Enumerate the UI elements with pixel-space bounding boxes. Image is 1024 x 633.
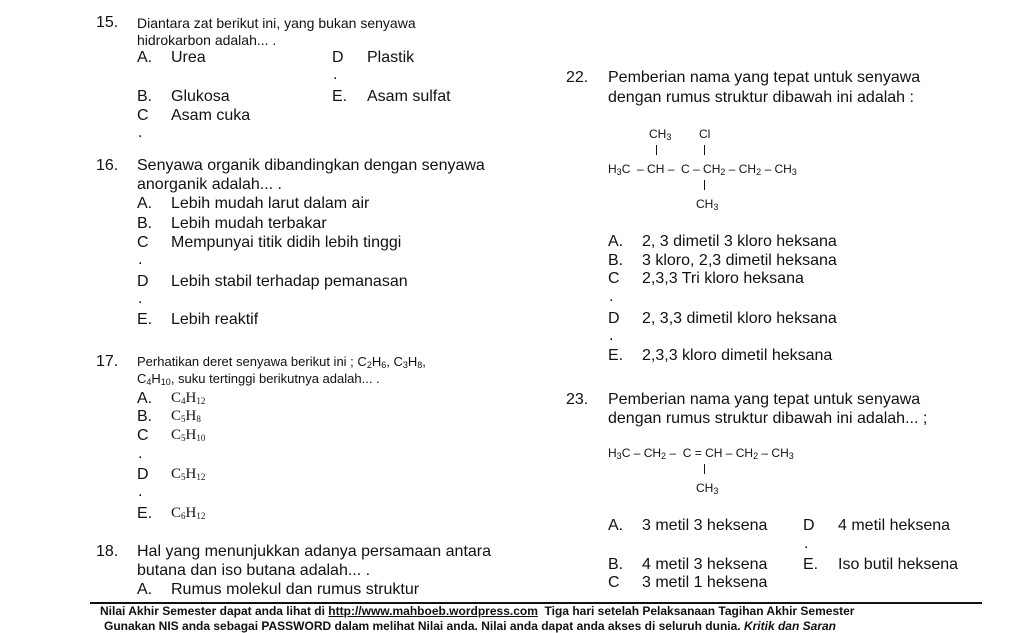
question-17-suffix: , suku tertinggi berikutnya adalah... . xyxy=(170,371,380,386)
q22-option-a-letter: A. xyxy=(608,233,624,250)
question-17-number: 17. xyxy=(96,353,119,370)
q17-option-e-letter: E. xyxy=(137,505,153,522)
question-23-text-line1: Pemberian nama yang tepat untuk senyawa xyxy=(608,391,921,408)
question-16-text-line1: Senyawa organik dibandingkan dengan senyawa xyxy=(137,157,485,174)
footer-line1 xyxy=(100,604,854,618)
q22-option-c-text: 2,3,3 Tri kloro heksana xyxy=(642,270,804,287)
q16-option-b-text: Lebih mudah terbakar xyxy=(171,215,327,232)
q23-option-d-text: 4 metil heksena xyxy=(838,517,951,534)
q17-option-b-formula: $C_5H_8$ xyxy=(171,408,201,424)
q15-option-c-dot: . xyxy=(138,124,143,141)
q15-option-e-text: Asam sulfat xyxy=(367,88,451,105)
q17-series-c4h10: $C_4H_{10}$ xyxy=(137,371,171,387)
q23-option-c-text: 3 metil 1 heksena xyxy=(642,574,768,591)
q16-option-e-text: Lebih reaktif xyxy=(171,311,259,328)
q15-option-c-text: Asam cuka xyxy=(171,107,251,124)
q23-bond-vertical xyxy=(704,464,705,474)
q15-option-c-letter: C xyxy=(137,107,149,124)
question-23-text-line2: dengan rumus struktur dibawah ini adalah... ; xyxy=(608,410,928,427)
question-18-text-line1: Hal yang menunjukkan adanya persamaan antara xyxy=(137,543,492,560)
q16-option-e-letter: E. xyxy=(137,311,153,328)
q23-option-a-letter: A. xyxy=(608,517,624,534)
q16-option-c-dot: . xyxy=(138,251,143,268)
q23-option-a-text: 3 metil 3 heksena xyxy=(642,517,768,534)
q17-option-a-formula: $C_4H_{12}$ xyxy=(171,390,206,406)
q17-option-d-formula: $C_5H_{12}$ xyxy=(171,466,206,482)
question-17-text-line2 xyxy=(137,371,380,386)
q17-option-c-letter: C xyxy=(137,427,149,444)
q17-option-b-letter: B. xyxy=(137,408,153,425)
question-15-number: 15. xyxy=(96,14,119,31)
q22-option-e-letter: E. xyxy=(608,347,624,364)
q17-option-a-letter: A. xyxy=(137,390,153,407)
footer-line2 xyxy=(104,619,836,633)
q16-option-a-letter: A. xyxy=(137,195,153,212)
q22-option-c-letter: C xyxy=(608,270,620,287)
question-16-text-line2: anorganik adalah... . xyxy=(137,176,282,193)
q22-option-c-dot: . xyxy=(609,288,614,305)
q17-option-c-dot: . xyxy=(138,445,143,462)
q23-option-e-letter: E. xyxy=(803,556,819,573)
q15-option-d-text: Plastik xyxy=(367,49,415,66)
q18-option-a-text: Rumus molekul dan rumus struktur xyxy=(171,581,420,598)
q23-option-d-letter: D xyxy=(803,517,815,534)
q23-option-b-text: 4 metil 3 heksena xyxy=(642,556,768,573)
q15-option-b-text: Glukosa xyxy=(171,88,230,105)
q23-struct-main-chain: $H_3C - CH_2$ – C = CH – $CH_2 - CH_3$ xyxy=(608,446,794,461)
question-18-text-line2: butana dan iso butana adalah... . xyxy=(137,562,371,579)
footer-link[interactable]: http://www.mahboeb.wordpress.com xyxy=(328,604,538,618)
q23-option-d-dot: . xyxy=(804,535,809,552)
question-22-number: 22. xyxy=(566,69,589,86)
q23-struct-bottom-methyl: $CH_3$ xyxy=(696,481,719,496)
q16-option-d-dot: . xyxy=(138,290,143,307)
footer-line1-start: Nilai Akhir Semester dapat anda lihat di xyxy=(100,604,325,618)
q17-series-c2h6: $C_2H_6$ xyxy=(357,354,387,370)
q22-option-d-letter: D xyxy=(608,310,620,327)
question-23-number: 23. xyxy=(566,391,589,408)
q17-option-d-letter: D xyxy=(137,466,149,483)
question-15-text-line2: hidrokarbon adalah... . xyxy=(137,32,277,48)
q16-option-b-letter: B. xyxy=(137,215,153,232)
q22-option-b-text: 3 kloro, 2,3 dimetil heksana xyxy=(642,252,837,269)
q17-option-e-formula: $C_6H_{12}$ xyxy=(171,505,206,521)
q23-option-b-letter: B. xyxy=(608,556,624,573)
question-15-text-line1: Diantara zat berikut ini, yang bukan senyawa xyxy=(137,15,416,31)
q17-option-c-formula: $C_5H_{10}$ xyxy=(171,427,206,443)
question-17-text-line1: Perhatikan deret senyawa berikut ini ; $C_2H_6$, $C_3H_8$, xyxy=(137,354,426,370)
q22-option-a-text: 2, 3 dimetil 3 kloro heksana xyxy=(642,233,837,250)
q22-struct-top-chloro: Cl xyxy=(699,127,711,141)
q22-option-b-letter: B. xyxy=(608,252,624,269)
question-22-text-line1: Pemberian nama yang tepat untuk senyawa xyxy=(608,69,921,86)
q15-option-a-text: Urea xyxy=(171,49,206,66)
q22-bond-vertical-1 xyxy=(656,145,657,155)
q15-option-d-dot: . xyxy=(333,66,338,83)
q22-option-e-text: 2,3,3 kloro dimetil heksana xyxy=(642,347,833,364)
question-17-intro: Perhatikan deret senyawa berikut ini ; xyxy=(137,354,354,369)
question-16-number: 16. xyxy=(96,157,119,174)
q15-option-b-letter: B. xyxy=(137,88,153,105)
q17-series-c3h8: $C_3H_8$ xyxy=(393,354,423,370)
q18-option-a-letter: A. xyxy=(137,581,153,598)
q16-option-d-letter: D xyxy=(137,273,149,290)
q15-option-a-letter: A. xyxy=(137,49,153,66)
q17-option-d-dot: . xyxy=(138,483,143,500)
q23-option-c-letter: C xyxy=(608,574,620,591)
q16-option-a-text: Lebih mudah larut dalam air xyxy=(171,195,370,212)
q15-option-e-letter: E. xyxy=(332,88,348,105)
footer-line2-text: Gunakan NIS anda sebagai PASSWORD dalam melihat Nilai anda. Nilai anda dapat anda akses di seluruh dunia. xyxy=(104,619,741,633)
q22-option-d-text: 2, 3,3 dimetil kloro heksana xyxy=(642,310,837,327)
q15-option-d-letter: D xyxy=(332,49,344,66)
q22-option-d-dot: . xyxy=(609,327,614,344)
q22-bond-vertical-3 xyxy=(704,180,705,190)
q22-struct-top-methyl: $CH_3$ xyxy=(649,127,672,142)
q23-option-e-text: Iso butil heksena xyxy=(838,556,959,573)
q16-option-c-text: Mempunyai titik didih lebih tinggi xyxy=(171,234,402,251)
footer-line1-end: Tiga hari setelah Pelaksanaan Tagihan Akhir Semester xyxy=(544,604,855,618)
q22-bond-vertical-2 xyxy=(704,145,705,155)
q16-option-c-letter: C xyxy=(137,234,149,251)
footer-line2-italic: Kritik dan Saran xyxy=(743,619,836,633)
q16-option-d-text: Lebih stabil terhadap pemanasan xyxy=(171,273,408,290)
question-18-number: 18. xyxy=(96,543,119,560)
q22-struct-bottom-methyl: $CH_3$ xyxy=(696,197,719,212)
question-22-text-line2: dengan rumus struktur dibawah ini adalah : xyxy=(608,89,914,106)
q22-struct-main-chain: $H_3C$ – CH – C – $CH_2 - CH_2 - CH_3$ xyxy=(608,162,797,177)
